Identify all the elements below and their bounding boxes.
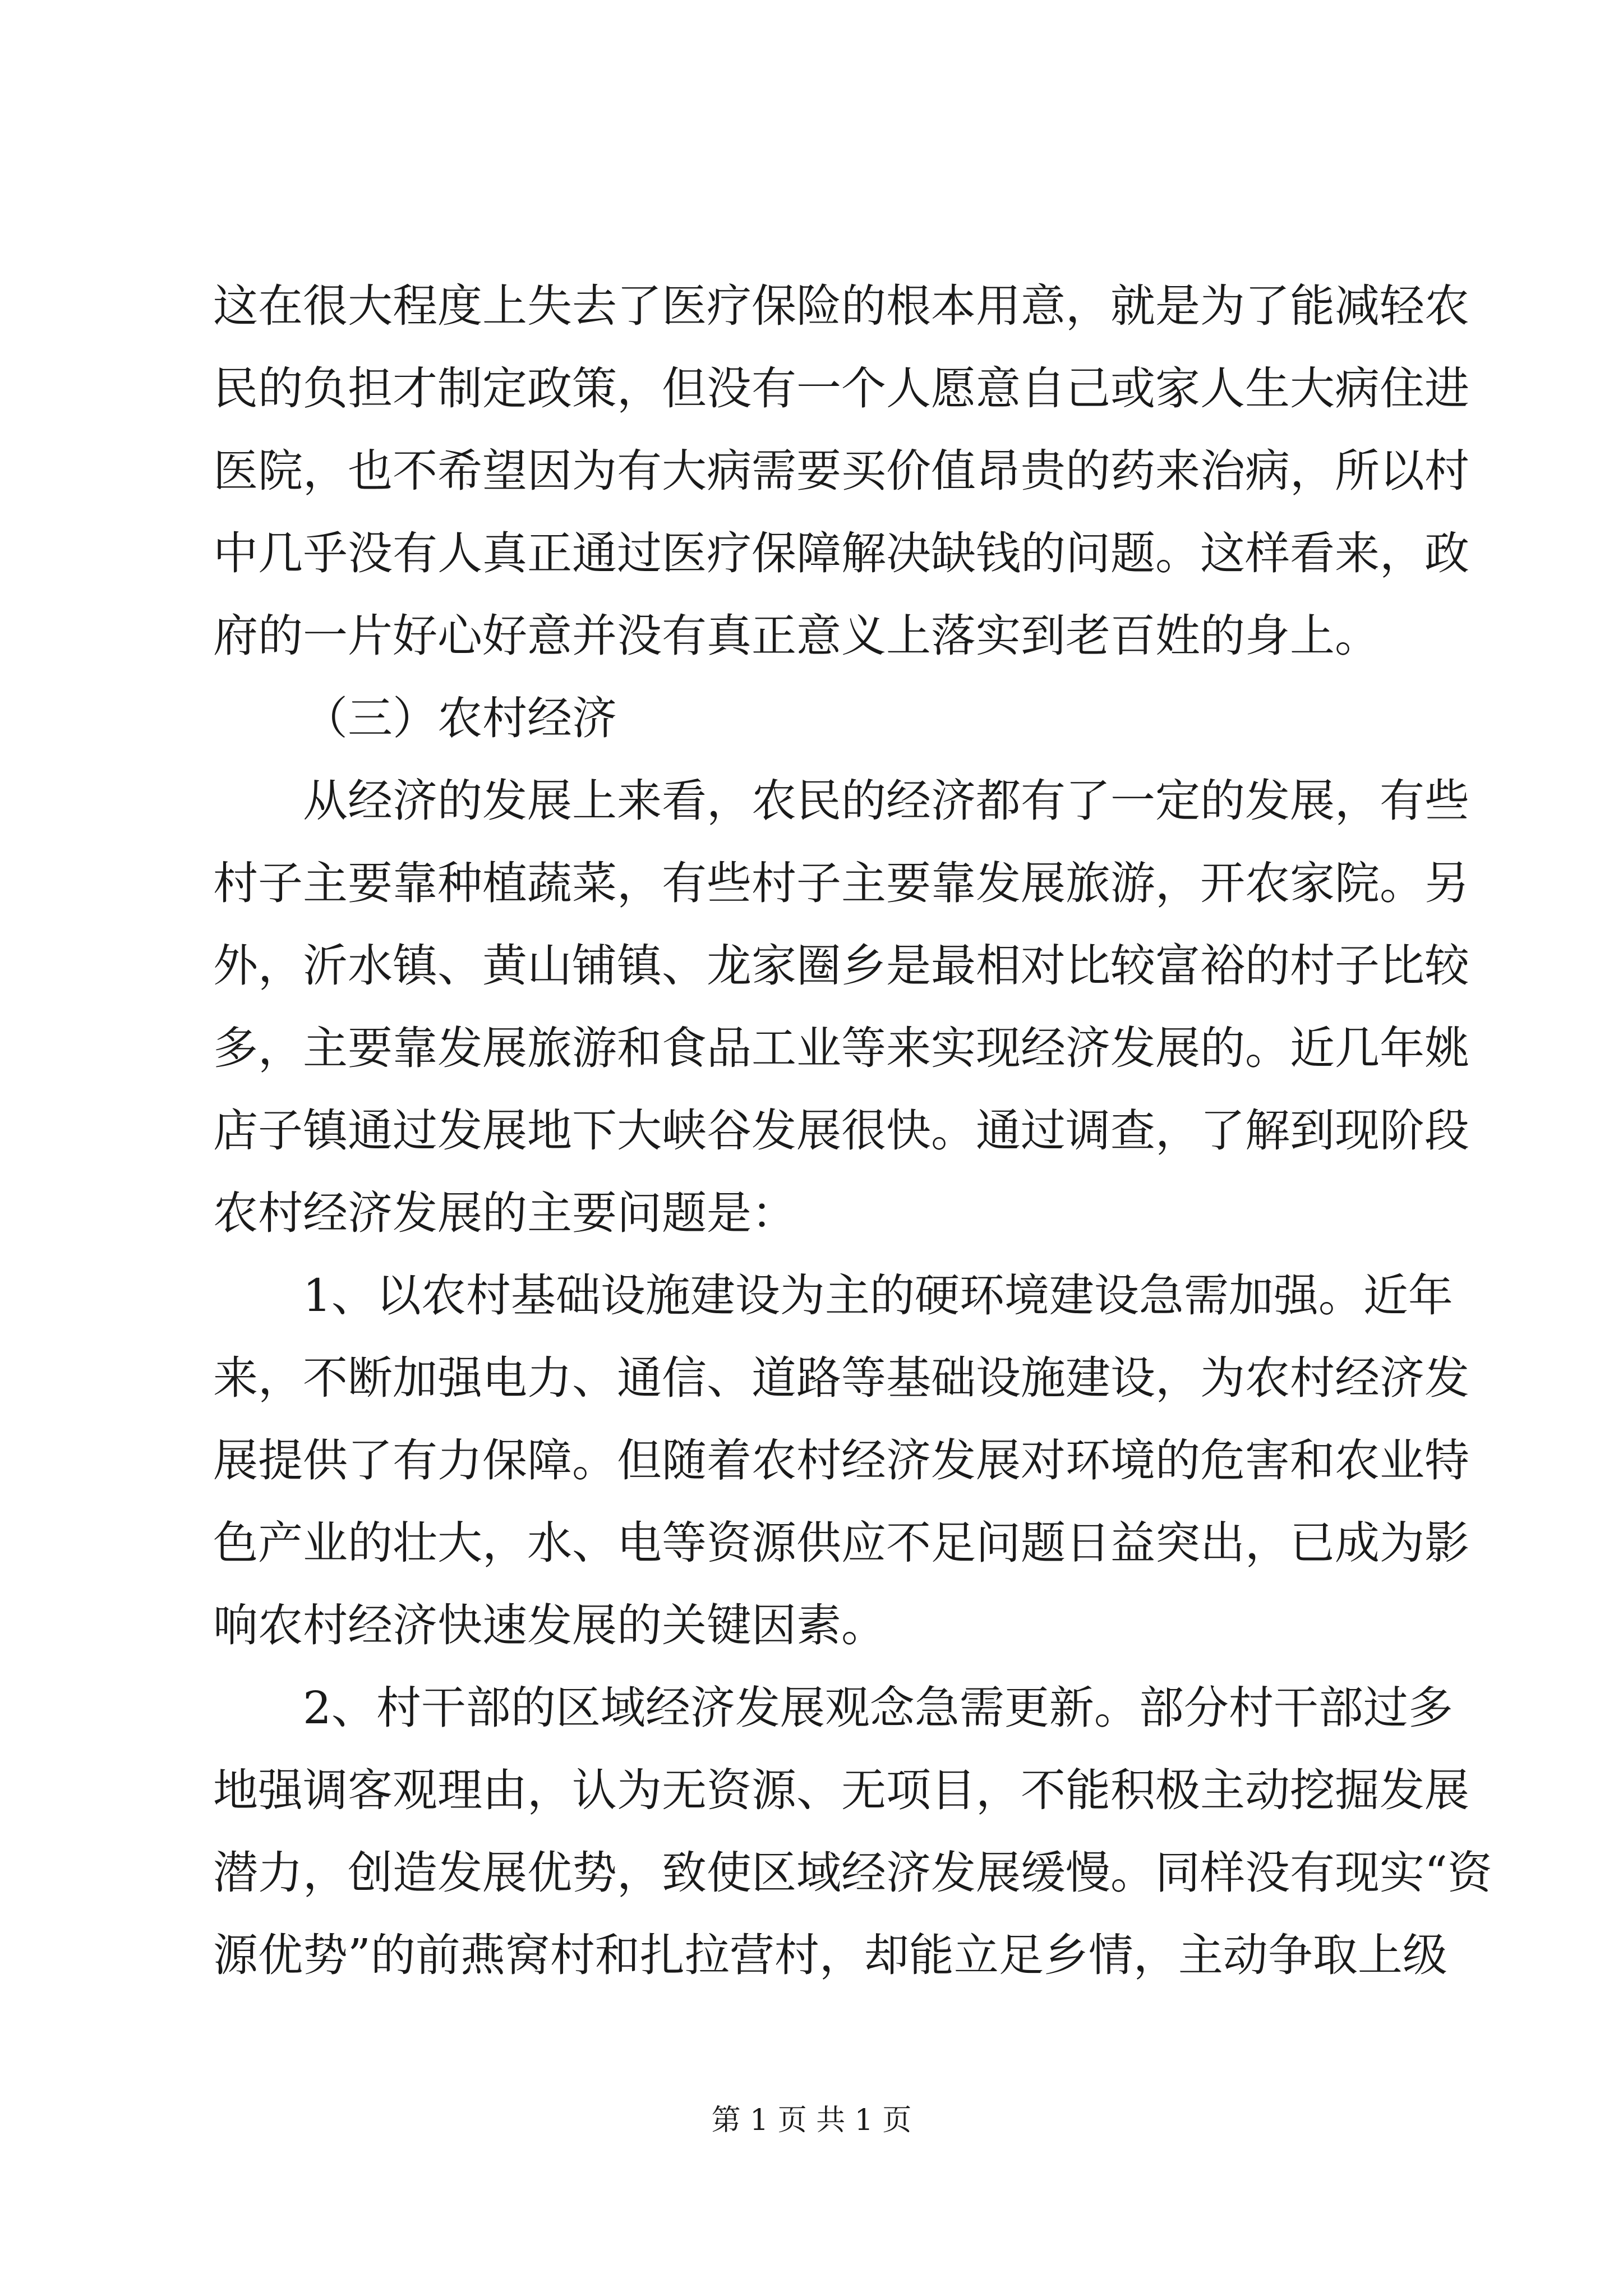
body-line: 村子主要靠种植蔬菜，有些村子主要靠发展旅游，开农家院。另 [213,857,1469,909]
body-line: 店子镇通过发展地下大峡谷发展很快。通过调查，了解到现阶段 [213,1105,1469,1157]
section-heading: （三）农村经济 [303,692,617,744]
body-line: 来，不断加强电力、通信、道路等基础设施建设，为农村经济发 [213,1352,1469,1404]
document-body [213,265,1492,1996]
body-line: 从经济的发展上来看，农民的经济都有了一定的发展，有些 [303,775,1469,827]
body-line: 1、以农村基础设施建设为主的硬环境建设急需加强。近年 [303,1269,1453,1322]
body-line: 这在很大程度上失去了医疗保险的根本用意，就是为了能减轻农 [213,280,1469,332]
body-line: 民的负担才制定政策，但没有一个人愿意自己或家人生大病住进 [213,362,1469,415]
body-line: 府的一片好心好意并没有真正意义上落实到老百姓的身上。 [213,610,1380,662]
body-line: 地强调客观理由，认为无资源、无项目，不能积极主动挖掘发展 [213,1764,1469,1816]
body-line: 外，沂水镇、黄山铺镇、龙家圈乡是最相对比较富裕的村子比较 [213,940,1469,992]
page-number-footer: 第 1 页 共 1 页 [711,2104,912,2137]
body-line: 多，主要靠发展旅游和食品工业等来实现经济发展的。近几年姚 [213,1022,1469,1074]
body-line: 中几乎没有人真正通过医疗保障解决缺钱的问题。这样看来，政 [213,527,1469,579]
body-line: 2、村干部的区域经济发展观念急需更新。部分村干部过多 [303,1682,1453,1734]
body-line: 展提供了有力保障。但随着农村经济发展对环境的危害和农业特 [213,1434,1469,1487]
body-line: 农村经济发展的主要问题是： [213,1187,796,1239]
body-line: 潜力，创造发展优势，致使区域经济发展缓慢。同样没有现实“资 [213,1847,1492,1899]
body-line: 响农村经济快速发展的关键因素。 [213,1599,886,1651]
body-line: 医院，也不希望因为有大病需要买价值昂贵的药来治病，所以村 [213,445,1469,497]
body-line: 色产业的壮大，水、电等资源供应不足问题日益突出，已成为影 [213,1517,1469,1569]
body-line: 源优势”的前燕窝村和扎拉营村，却能立足乡情，主动争取上级 [213,1929,1447,1981]
